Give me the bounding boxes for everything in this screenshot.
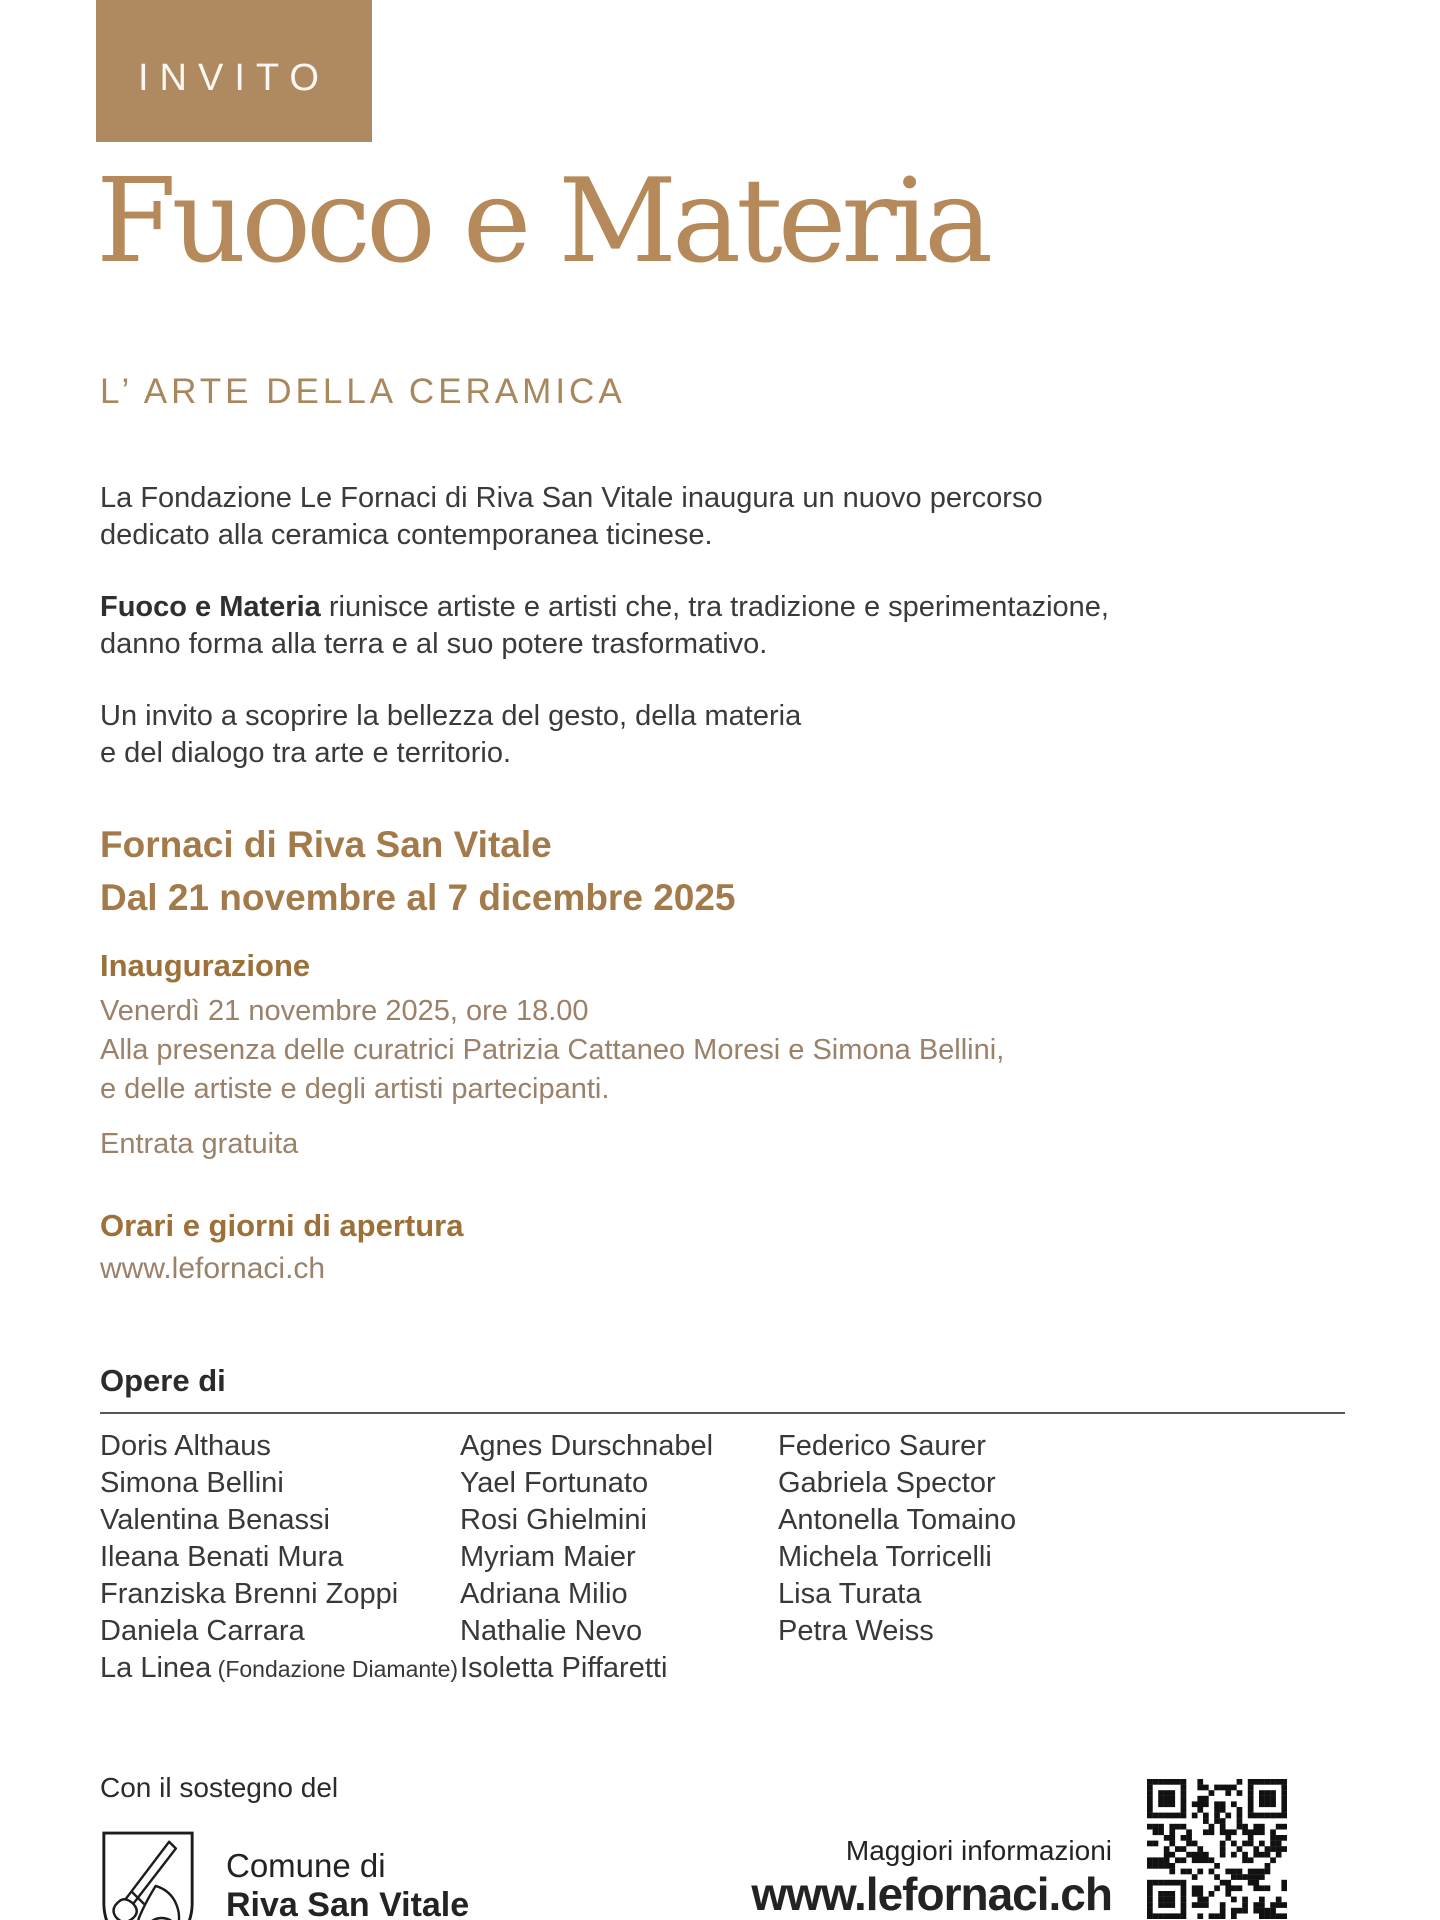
opening-hours-website-url: www.lefornaci.ch	[100, 1252, 326, 1285]
intro-p2-line1	[100, 591, 1109, 623]
artist-name: La Linea (Fondazione Diamante)	[100, 1652, 459, 1684]
artist-name: Doris Althaus	[100, 1430, 271, 1462]
municipality-name	[226, 1846, 469, 1920]
inauguration-heading: Inaugurazione	[100, 948, 311, 983]
intro-p1-line1: La Fondazione Le Fornaci di Riva San Vitale inaugura un nuovo percorso	[100, 482, 1043, 514]
intro-paragraph-2	[100, 589, 1109, 663]
venue-block	[100, 818, 736, 924]
artist-name: Simona Bellini	[100, 1467, 284, 1499]
free-entry-note: Entrata gratuita	[100, 1128, 299, 1160]
more-info-block	[751, 1834, 1112, 1920]
artist-name: Lisa Turata	[778, 1578, 922, 1610]
venue-name: Fornaci di Riva San Vitale	[100, 824, 552, 865]
artist-name: Franziska Brenni Zoppi	[100, 1578, 399, 1610]
exhibition-name-bold: Fuoco e Materia	[100, 591, 321, 623]
intro-paragraph-1	[100, 480, 1109, 554]
support-note: Con il sostegno del	[100, 1772, 339, 1803]
works-heading: Opere di	[100, 1363, 226, 1398]
artist-name: Agnes Durschnabel	[460, 1430, 714, 1462]
artist-name: Federico Saurer	[778, 1430, 986, 1462]
riva-san-vitale-coat-of-arms-icon	[100, 1830, 196, 1920]
artist-name: Valentina Benassi	[100, 1504, 331, 1536]
qr-code-icon	[1147, 1779, 1287, 1919]
opening-hours-heading: Orari e giorni di apertura	[100, 1208, 464, 1243]
artists-column	[460, 1428, 778, 1688]
artist-name: Yael Fortunato	[460, 1467, 649, 1499]
artists-grid	[100, 1428, 1360, 1688]
intro-p2-line2: danno forma alla terra e al suo potere trasformativo.	[100, 628, 768, 660]
municipality-line-1: Comune di	[226, 1847, 386, 1884]
artist-name: Ileana Benati Mura	[100, 1541, 344, 1573]
artist-name: Rosi Ghielmini	[460, 1504, 647, 1536]
intro-text	[100, 480, 1109, 807]
intro-p3-line1: Un invito a scoprire la bellezza del gesto, della materia	[100, 700, 802, 732]
artist-name: Gabriela Spector	[778, 1467, 996, 1499]
intro-paragraph-3	[100, 698, 1109, 772]
artist-name: Adriana Milio	[460, 1578, 628, 1610]
artist-name: Nathalie Nevo	[460, 1615, 643, 1647]
artist-name: Petra Weiss	[778, 1615, 934, 1647]
artist-name: Michela Torricelli	[778, 1541, 992, 1573]
artists-column	[100, 1428, 460, 1688]
intro-p1-line2: dedicato alla ceramica contemporanea ticinese.	[100, 519, 713, 551]
intro-p2-line1-rest: riunisce artiste e artisti che, tra tradizione e sperimentazione,	[320, 591, 1109, 623]
venue-dates: Dal 21 novembre al 7 dicembre 2025	[100, 877, 736, 918]
curators-line-1: Alla presenza delle curatrici Patrizia Cattaneo Moresi e Simona Bellini,	[100, 1034, 1005, 1066]
artist-affiliation: (Fondazione Diamante)	[211, 1656, 459, 1682]
invito-badge-label: INVITO	[138, 56, 330, 99]
intro-p3-line2: e del dialogo tra arte e territorio.	[100, 737, 512, 769]
works-divider	[100, 1412, 1345, 1414]
invito-badge	[96, 0, 372, 142]
municipality-line-2: Riva San Vitale	[226, 1886, 470, 1920]
info-label: Maggiori informazioni	[845, 1835, 1112, 1866]
inauguration-details	[100, 992, 1004, 1109]
info-website-url: www.lefornaci.ch	[751, 1868, 1112, 1920]
curators-line-2: e delle artiste e degli artisti partecipanti.	[100, 1073, 610, 1105]
artist-name: Antonella Tomaino	[778, 1504, 1017, 1536]
poster-title: Fuoco e Materia	[96, 154, 989, 289]
poster-subtitle: L’ ARTE DELLA CERAMICA	[100, 372, 626, 411]
artist-name: Isoletta Piffaretti	[460, 1652, 668, 1684]
artist-name: Daniela Carrara	[100, 1615, 305, 1647]
inauguration-datetime: Venerdì 21 novembre 2025, ore 18.00	[100, 995, 589, 1027]
artists-column	[778, 1428, 1016, 1688]
artist-name: Myriam Maier	[460, 1541, 636, 1573]
